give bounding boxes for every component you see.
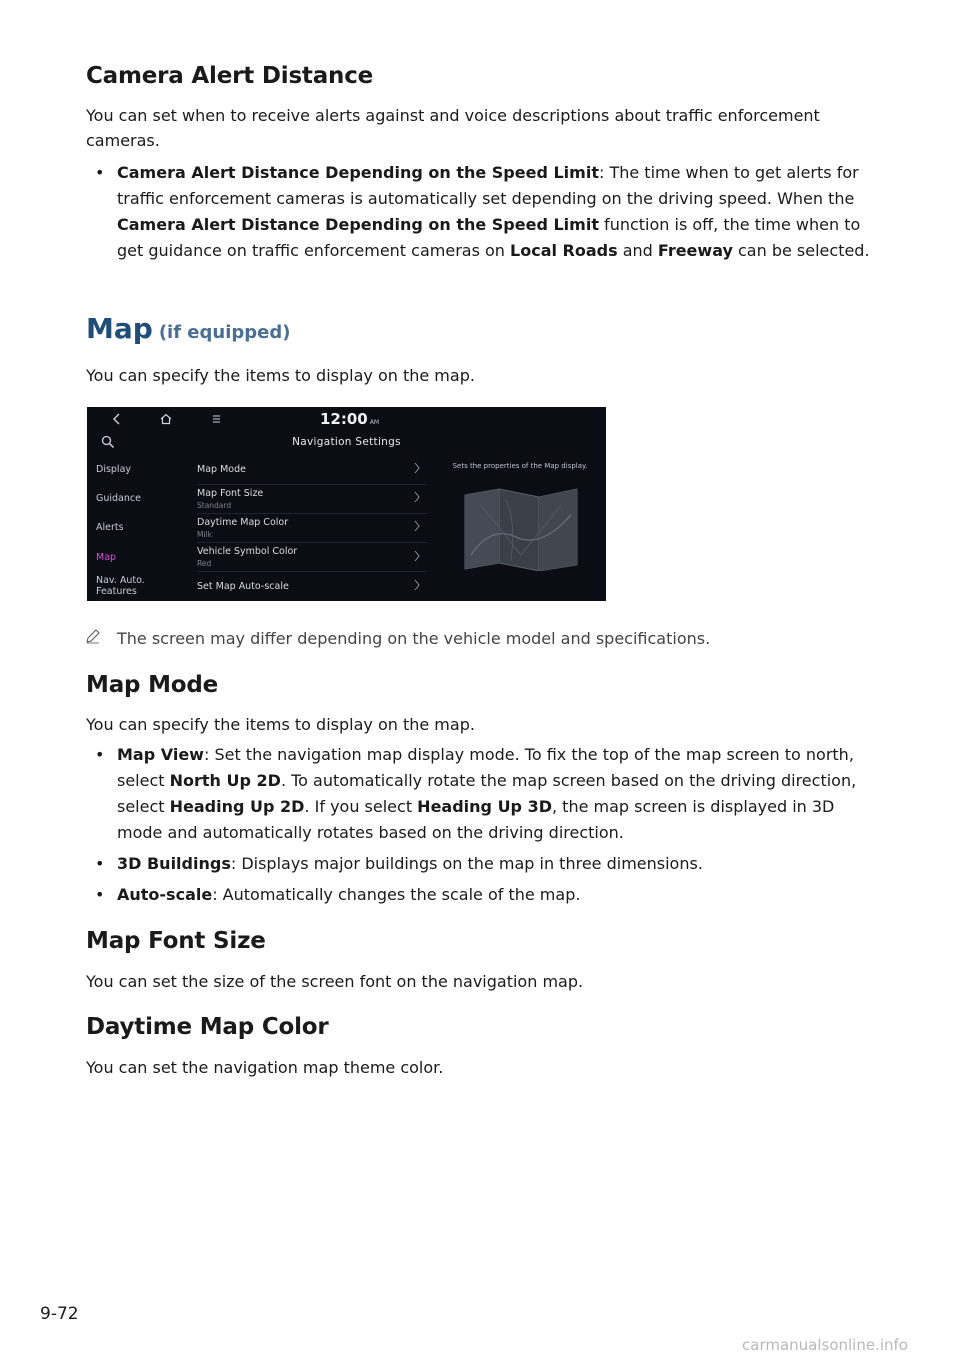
screen-title: Navigation Settings xyxy=(292,436,401,448)
setting-row-daytime-map-color[interactable]: Daytime Map Color Milk xyxy=(197,517,289,539)
chevron-right-icon xyxy=(414,550,420,564)
setting-row-set-map-auto-scale[interactable]: Set Map Auto-scale xyxy=(197,581,289,592)
auto-scale-bullet: • Auto-scale: Automatically changes the scale of the map. xyxy=(95,885,581,904)
map-section-title: Map (if equipped) xyxy=(86,312,291,345)
status-bar xyxy=(87,407,606,435)
camera-alert-intro: You can set when to receive alerts against and voice descriptions about traffic enforcement cameras. xyxy=(86,106,820,150)
home-icon[interactable] xyxy=(160,413,172,428)
watermark: carmanualsonline.info xyxy=(742,1336,908,1354)
menu-item-guidance[interactable]: Guidance xyxy=(96,493,141,504)
note-icon xyxy=(85,628,101,648)
daytime-map-color-heading: Daytime Map Color xyxy=(86,1014,329,1040)
menu-item-alerts[interactable]: Alerts xyxy=(96,522,124,533)
setting-row-map-mode[interactable]: Map Mode xyxy=(197,464,246,475)
folded-map-illustration xyxy=(461,485,581,571)
map-section-subtitle: (if equipped) xyxy=(158,322,291,343)
note-text: The screen may differ depending on the vehicle model and specifications. xyxy=(117,629,711,648)
setting-row-map-font-size[interactable]: Map Font Size Standard xyxy=(197,488,264,510)
camera-alert-heading: Camera Alert Distance xyxy=(86,63,374,89)
map-mode-intro: You can specify the items to display on the map. xyxy=(86,715,475,734)
clock: 12:00 AM xyxy=(320,410,380,428)
map-view-bullet: • Map View: Set the navigation map display mode. To fix the top of the map screen to north, select North Up 2D. To automatically rotate the map screen based on the driving direction, select Heading Up 2D. If you select Heading Up 3D, the map screen is displayed in 3D mode and automatically rotates based on the driving direction. xyxy=(95,745,857,842)
divider xyxy=(197,484,427,485)
setting-row-vehicle-symbol-color[interactable]: Vehicle Symbol Color Red xyxy=(197,546,298,568)
chevron-right-icon xyxy=(414,579,420,593)
daytime-map-color-text: You can set the navigation map theme color. xyxy=(86,1058,444,1077)
divider xyxy=(197,542,427,543)
map-font-size-text: You can set the size of the screen font on the navigation map. xyxy=(86,972,584,991)
divider xyxy=(197,513,427,514)
chevron-right-icon xyxy=(414,462,420,476)
chevron-right-icon xyxy=(414,520,420,534)
camera-alert-bullet: • Camera Alert Distance Depending on the Speed Limit: The time when to get alerts for traffic enforcement cameras is automatically set depending on the driving speed. When the Camera Alert Distance Depending on the Speed Limit function is off, the time when to get guidance on traffic enforcement cameras on Local Roads and Freeway can be selected. xyxy=(95,163,870,260)
page-number: 9-72 xyxy=(40,1304,79,1324)
back-icon[interactable] xyxy=(113,413,121,428)
map-font-size-heading: Map Font Size xyxy=(86,928,266,954)
menu-item-map[interactable]: Map xyxy=(96,552,117,563)
map-section-intro: You can specify the items to display on the map. xyxy=(86,366,475,385)
menu-icon[interactable] xyxy=(212,413,221,427)
setting-description: Sets the properties of the Map display. xyxy=(452,462,588,470)
menu-item-nav-auto-features[interactable]: Nav. Auto. Features xyxy=(96,575,145,597)
divider xyxy=(197,571,427,572)
navigation-settings-screenshot xyxy=(87,407,606,601)
chevron-right-icon xyxy=(414,491,420,505)
menu-item-display[interactable]: Display xyxy=(96,464,132,475)
3d-buildings-bullet: • 3D Buildings: Displays major buildings on the map in three dimensions. xyxy=(95,854,703,873)
map-mode-heading: Map Mode xyxy=(86,672,219,698)
